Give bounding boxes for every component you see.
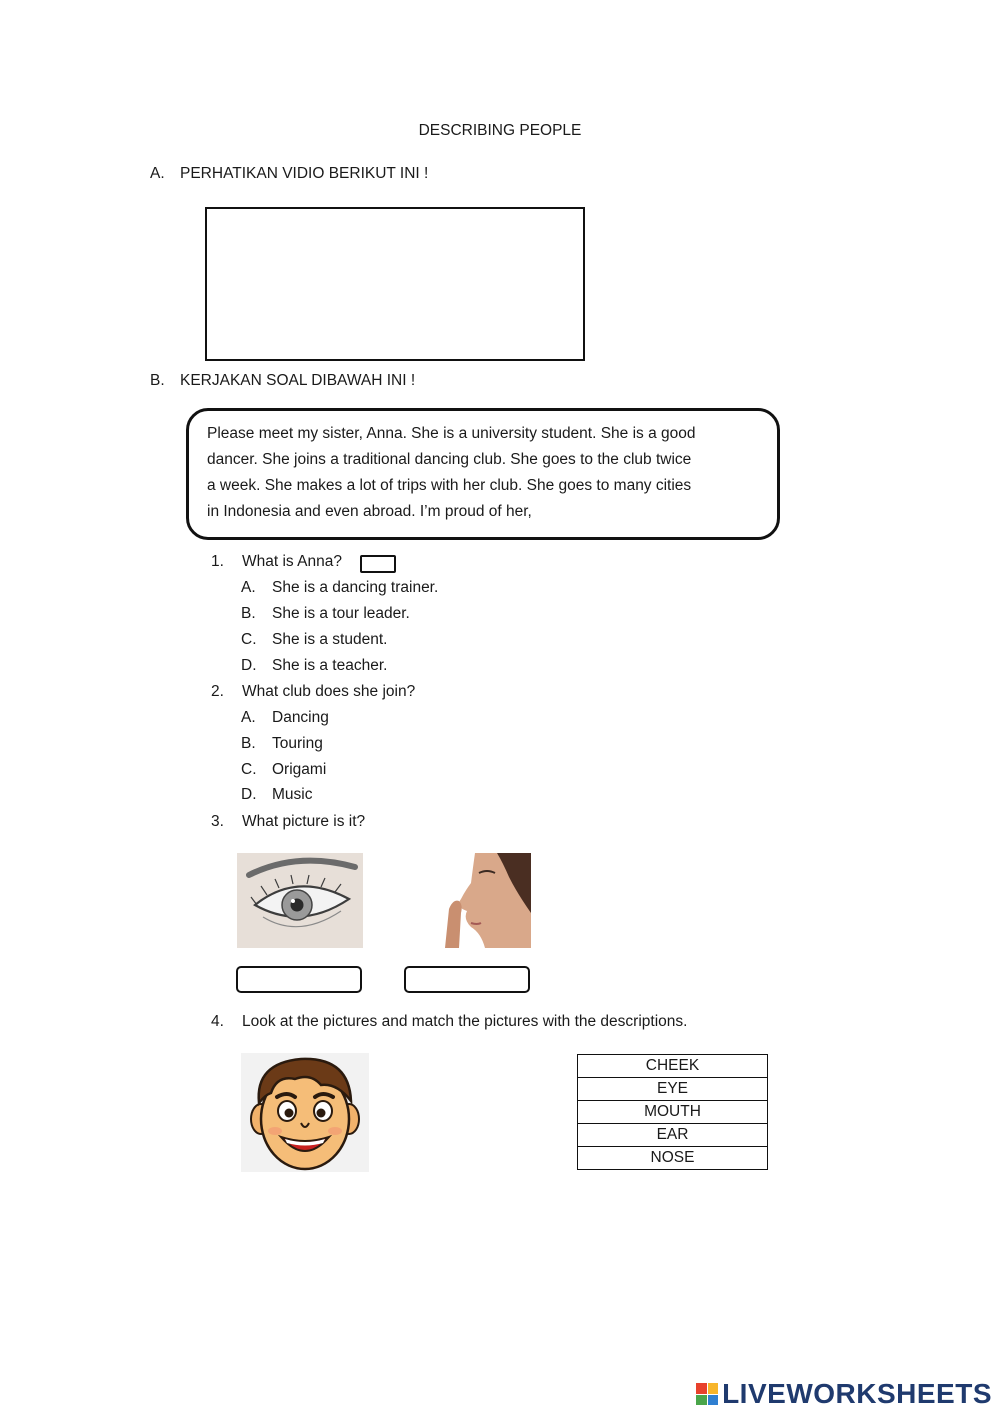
cartoon-face-drawing [241, 1053, 369, 1172]
section-a-heading [150, 165, 428, 183]
table-row [578, 1055, 768, 1078]
nose-drawing [405, 853, 531, 948]
option-letter: D. [241, 786, 257, 803]
reading-passage [186, 408, 780, 540]
logo-square-blue [708, 1395, 719, 1406]
question-number: 2. [211, 683, 224, 700]
option-2a [241, 709, 329, 727]
liveworksheets-logo [696, 1378, 992, 1410]
option-2d [241, 786, 312, 804]
option-letter: D. [241, 657, 257, 674]
table-row [578, 1124, 768, 1147]
face-part-cell[interactable]: CHEEK [578, 1055, 768, 1078]
face-parts-table [577, 1054, 768, 1170]
eye-highlight-shape [291, 899, 295, 903]
logo-square-green [696, 1395, 707, 1406]
section-b-text: KERJAKAN SOAL DIBAWAH INI ! [180, 372, 416, 389]
video-placeholder[interactable] [205, 207, 585, 361]
face-part-cell[interactable]: EYE [578, 1078, 768, 1101]
option-1c [241, 631, 387, 649]
cartoon-face-picture [241, 1053, 369, 1172]
question-text: What club does she join? [242, 683, 416, 700]
passage-line: dancer. She joins a traditional dancing club. She goes to the club twice [207, 451, 692, 468]
nose-picture [405, 853, 531, 948]
question-3 [211, 813, 365, 831]
option-2b [241, 735, 323, 753]
eye-picture [237, 853, 363, 948]
passage-line: Please meet my sister, Anna. She is a university student. She is a good [207, 425, 696, 442]
section-a-text: PERHATIKAN VIDIO BERIKUT INI ! [180, 165, 429, 182]
eye-drawing [237, 853, 363, 948]
section-b-heading [150, 372, 415, 390]
option-2c [241, 761, 326, 779]
question-number: 4. [211, 1013, 224, 1030]
option-text: She is a tour leader. [272, 605, 410, 622]
option-letter: B. [241, 605, 256, 622]
logo-square-red [696, 1383, 707, 1394]
question-text: What picture is it? [242, 813, 366, 830]
option-letter: A. [241, 709, 256, 726]
option-text: She is a teacher. [272, 657, 388, 674]
answer-1-input[interactable] [360, 555, 396, 573]
face-part-cell[interactable]: EAR [578, 1124, 768, 1147]
passage-line: in Indonesia and even abroad. I’m proud of her, [207, 503, 532, 520]
option-letter: A. [241, 579, 256, 596]
question-1 [211, 553, 342, 571]
question-text: What is Anna? [242, 553, 342, 570]
option-text: Dancing [272, 709, 329, 726]
table-row [578, 1101, 768, 1124]
option-1b [241, 605, 410, 623]
question-2 [211, 683, 415, 701]
eyebrow-shape [249, 861, 355, 875]
option-text: Touring [272, 735, 323, 752]
option-text: Origami [272, 761, 327, 778]
option-text: She is a student. [272, 631, 388, 648]
section-b-label: B. [150, 372, 165, 389]
question-4 [211, 1013, 687, 1031]
option-1a [241, 579, 438, 597]
table-row [578, 1147, 768, 1170]
section-a-label: A. [150, 165, 165, 182]
option-letter: B. [241, 735, 256, 752]
question-number: 1. [211, 553, 224, 570]
answer-3b-input[interactable] [404, 966, 530, 993]
option-letter: C. [241, 761, 257, 778]
right-pupil-shape [317, 1109, 326, 1118]
face-part-cell[interactable]: NOSE [578, 1147, 768, 1170]
logo-mark-icon [696, 1383, 718, 1405]
lips-shape [471, 923, 481, 924]
question-number: 3. [211, 813, 224, 830]
table-row [578, 1078, 768, 1101]
option-text: She is a dancing trainer. [272, 579, 439, 596]
left-cheek-shape [268, 1127, 282, 1135]
passage-line: a week. She makes a lot of trips with her club. She goes to many cities [207, 477, 692, 494]
answer-3a-input[interactable] [236, 966, 362, 993]
option-1d [241, 657, 387, 675]
question-text: Look at the pictures and match the pictures with the descriptions. [242, 1013, 688, 1030]
page-title: DESCRIBING PEOPLE [418, 122, 582, 139]
right-cheek-shape [328, 1127, 342, 1135]
left-pupil-shape [285, 1109, 294, 1118]
option-text: Music [272, 786, 313, 803]
face-part-cell[interactable]: MOUTH [578, 1101, 768, 1124]
logo-square-yellow [708, 1383, 719, 1394]
option-letter: C. [241, 631, 257, 648]
logo-text: LIVEWORKSHEETS [722, 1378, 992, 1409]
